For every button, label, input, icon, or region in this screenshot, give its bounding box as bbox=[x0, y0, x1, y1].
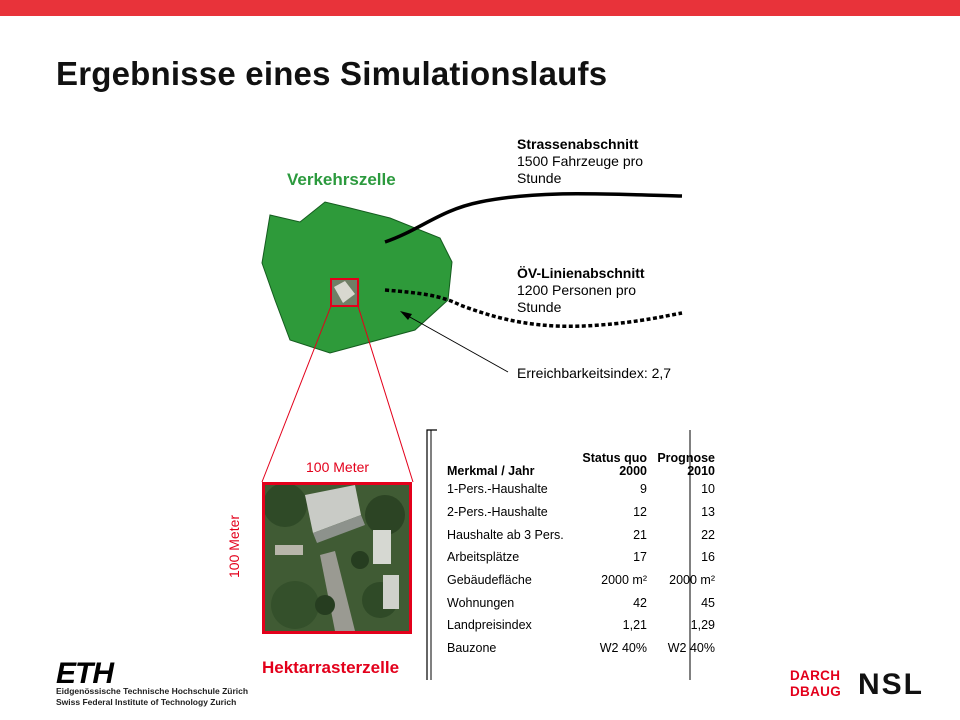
header-status-quo bbox=[565, 448, 647, 478]
row-value-2000: 21 bbox=[633, 527, 647, 542]
row-value-2000: 1,21 bbox=[622, 618, 647, 633]
row-label: Haushalte ab 3 Pers. bbox=[447, 527, 564, 542]
aerial-photo-image bbox=[265, 485, 409, 631]
height-dimension-label: 100 Meter bbox=[226, 514, 242, 578]
row-value-2000: W2 40% bbox=[599, 641, 647, 656]
row-value-2010: 45 bbox=[701, 595, 715, 610]
accessibility-arrow-line bbox=[408, 316, 508, 372]
page-title: Ergebnisse eines Simulationslaufs bbox=[56, 55, 608, 92]
row-label: Wohnungen bbox=[447, 595, 515, 610]
table-row bbox=[447, 614, 715, 637]
header-status-quo-year: 2000 bbox=[619, 464, 647, 478]
aerial-photo bbox=[262, 482, 412, 634]
indicator-table bbox=[447, 448, 715, 660]
row-label: Gebäudefläche bbox=[447, 573, 532, 588]
row-value-2000: 2000 m² bbox=[601, 573, 647, 588]
dbaug-logo-text: DBAUG bbox=[790, 684, 841, 699]
table-row bbox=[447, 569, 715, 592]
traffic-zone-label: Verkehrszelle bbox=[287, 170, 396, 189]
transit-section-value: 1200 Personen pro bbox=[517, 282, 637, 298]
row-value-2010: 22 bbox=[701, 527, 715, 542]
road-section-value: 1500 Fahrzeuge pro bbox=[517, 153, 644, 169]
row-value-2010: 13 bbox=[701, 505, 715, 520]
table-row bbox=[447, 591, 715, 614]
row-value-2010: 16 bbox=[701, 550, 715, 565]
table-row bbox=[447, 637, 715, 660]
header-status-quo-label: Status quo bbox=[582, 451, 647, 465]
header-feature: Merkmal / Jahr bbox=[447, 464, 535, 478]
row-value-2000: 9 bbox=[640, 482, 647, 497]
hectare-cell-label: Hektarrasterzelle bbox=[262, 658, 400, 677]
eth-logo: ETH bbox=[56, 657, 113, 690]
row-label: Bauzone bbox=[447, 641, 497, 656]
header-forecast-year: 2010 bbox=[687, 464, 715, 478]
row-value-2010: W2 40% bbox=[667, 641, 715, 656]
header-forecast-label: Prognose bbox=[657, 451, 715, 465]
table-row bbox=[447, 546, 715, 569]
accessibility-index-label: Erreichbarkeitsindex: 2,7 bbox=[517, 365, 672, 381]
row-value-2010: 1,29 bbox=[690, 618, 715, 633]
table-row bbox=[447, 478, 715, 501]
road-section-unit: Stunde bbox=[517, 170, 562, 186]
eth-name-german: Eidgenössische Technische Hochschule Zürich bbox=[56, 686, 249, 696]
road-section-title: Strassenabschnitt bbox=[517, 136, 639, 152]
eth-name-english: Swiss Federal Institute of Technology Zurich bbox=[56, 697, 237, 707]
table-row bbox=[447, 523, 715, 546]
row-value-2010: 2000 m² bbox=[669, 573, 715, 588]
darch-logo-text: DARCH bbox=[790, 668, 841, 683]
row-value-2000: 17 bbox=[633, 550, 647, 565]
nsl-logo: NSL bbox=[858, 668, 924, 701]
header-forecast bbox=[647, 448, 715, 478]
row-label: Arbeitsplätze bbox=[447, 550, 520, 565]
width-dimension-label: 100 Meter bbox=[306, 459, 370, 475]
row-value-2000: 42 bbox=[633, 595, 647, 610]
row-label: 1-Pers.-Haushalte bbox=[447, 482, 548, 497]
table-bracket bbox=[427, 430, 437, 680]
row-value-2010: 10 bbox=[701, 482, 715, 497]
road-section-annotation bbox=[517, 136, 643, 187]
transit-section-title: ÖV-Linienabschnitt bbox=[517, 265, 645, 281]
row-label: Landpreisindex bbox=[447, 618, 532, 633]
table-header-row bbox=[447, 448, 715, 478]
transit-section-annotation bbox=[517, 265, 645, 316]
transit-section-unit: Stunde bbox=[517, 299, 562, 315]
row-label: 2-Pers.-Haushalte bbox=[447, 505, 548, 520]
table-row bbox=[447, 501, 715, 524]
row-value-2000: 12 bbox=[633, 505, 647, 520]
